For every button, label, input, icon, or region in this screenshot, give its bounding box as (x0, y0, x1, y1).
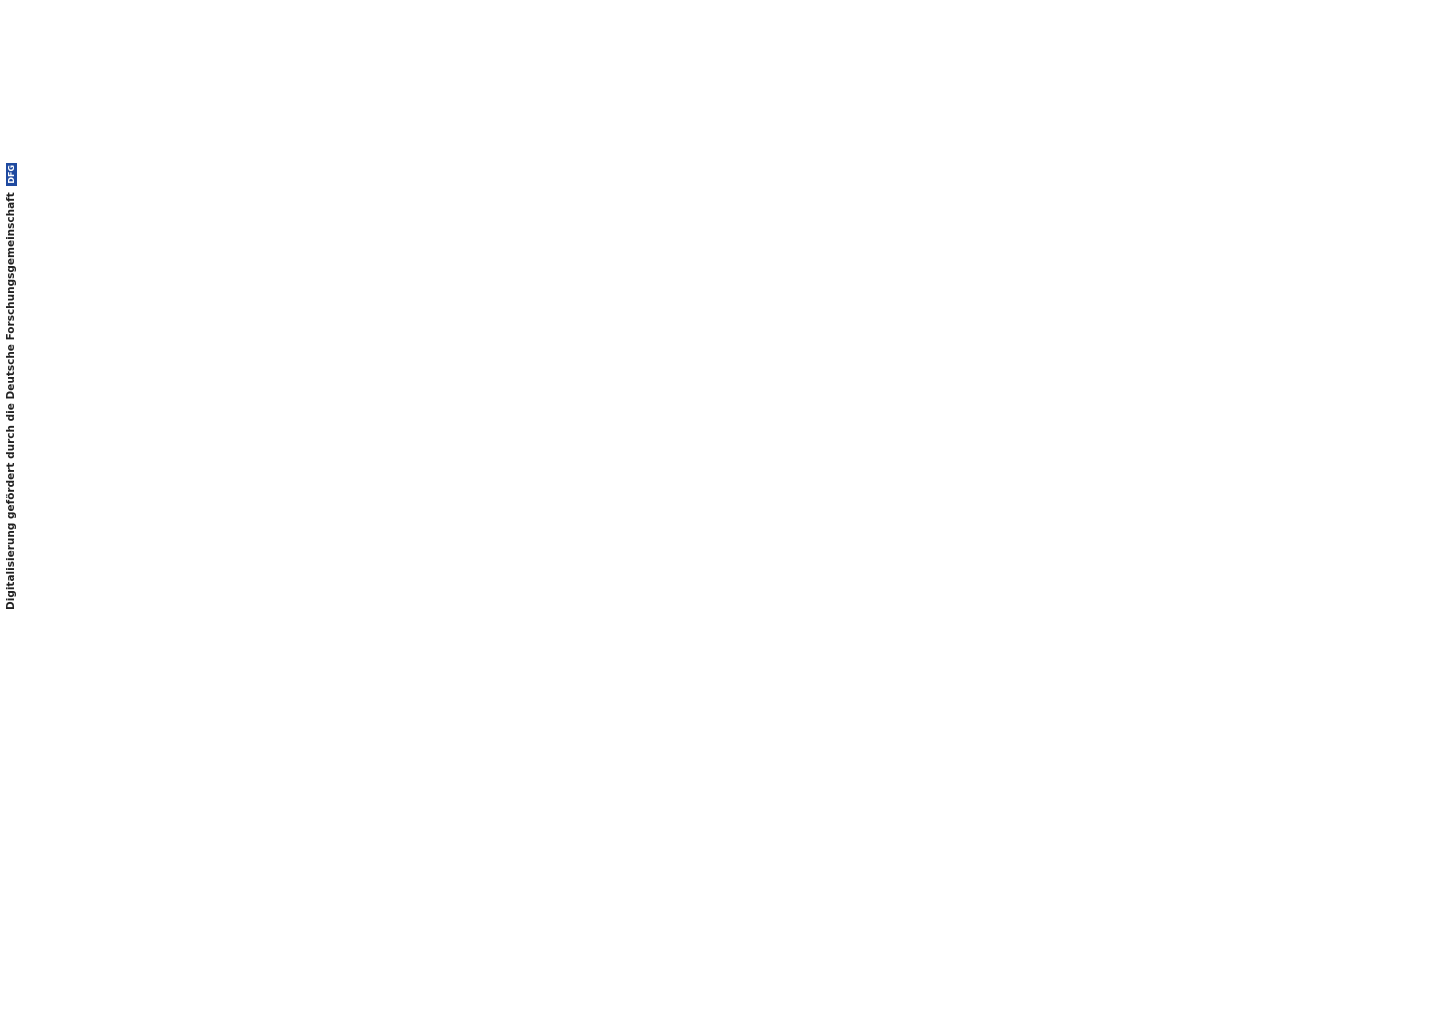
digitization-note-text: Digitalisierung gefördert durch die Deutsche Forschungsgemeinschaft (5, 192, 17, 610)
dfg-logo: DFG (7, 164, 16, 184)
digitization-note (5, 164, 23, 610)
